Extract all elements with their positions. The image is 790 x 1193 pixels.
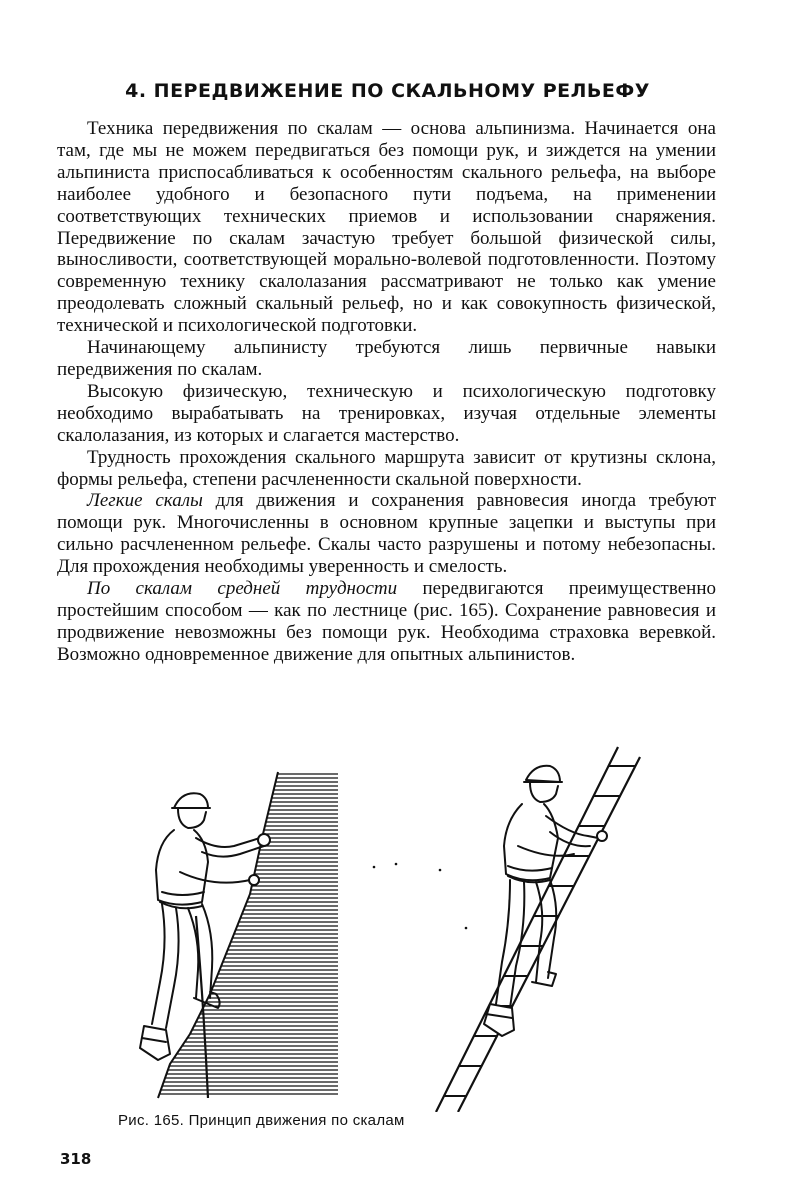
paragraph-text: Техника передвижения по скалам — основа альпинизма. Начинается она там, где мы не можем передвигаться без помощи рук, и зиждется на умении альпиниста приспосабливаться к особенностям скального рельефа, на выборе наиболее удобного и безопасного пути подъема, на применении соответствующих технических приемов и использовании снаряжения. Передвижение по скалам зачастую требует большой физической силы, выносливости, соответствующей морально-волевой подготовленности. Поэтому современную технику скалолазания рассматривают не только как умение преодолевать сложный скальный рельеф, но и как совокупность физической, технической и психологической подготовки.: [57, 118, 716, 337]
section-heading: 4. ПЕРЕДВИЖЕНИЕ ПО СКАЛЬНОМУ РЕЛЬЕФУ: [125, 80, 650, 102]
paragraph-text: для движения и сохранения равновесия иногда требуют помощи рук. Многочисленны в основном крупные зацепки и выступы при сильно расчлененном рельефе. Скалы часто разрушены и потому небезопасны. Для прохождения необходимы уверенность и смелость.: [57, 490, 716, 578]
paragraph-italic-lead: По скалам средней трудности: [87, 578, 398, 600]
paragraph-text: Начинающему альпинисту требуются лишь первичные навыки передвижения по скалам.: [57, 337, 716, 380]
paragraph-text: передвигаются преимущественно простейшим способом — как по лестнице (рис. 165). Сохранение равновесия и продвижение невозможны без помощи рук. Необходима страховка веревкой. Возможно одновременное движение для опытных альпинистов.: [57, 578, 716, 665]
paragraph: [57, 447, 716, 491]
body-text: [57, 118, 716, 666]
paragraph: [57, 337, 716, 381]
paragraph: [57, 490, 716, 578]
rock-face-drawing: [148, 772, 338, 1098]
paragraph: [57, 578, 716, 666]
page-number: 318: [60, 1150, 92, 1168]
figure-illustration: [118, 742, 718, 1112]
paragraph-text: Высокую физическую, техническую и психологическую подготовку необходимо вырабатывать на тренировках, изучая отдельные элементы скалолазания, из которых и слагается мастерство.: [57, 380, 716, 446]
paragraph: [57, 118, 716, 337]
decorative-dots: [373, 863, 468, 930]
paragraph-italic-lead: Легкие скалы: [87, 490, 203, 512]
figure-caption: Рис. 165. Принцип движения по скалам: [118, 1112, 405, 1129]
paragraph-text: Трудность прохождения скального маршрута зависит от крутизны склона, формы рельефа, степени расчлененности скальной поверхности.: [57, 446, 716, 490]
paragraph: [57, 381, 716, 447]
